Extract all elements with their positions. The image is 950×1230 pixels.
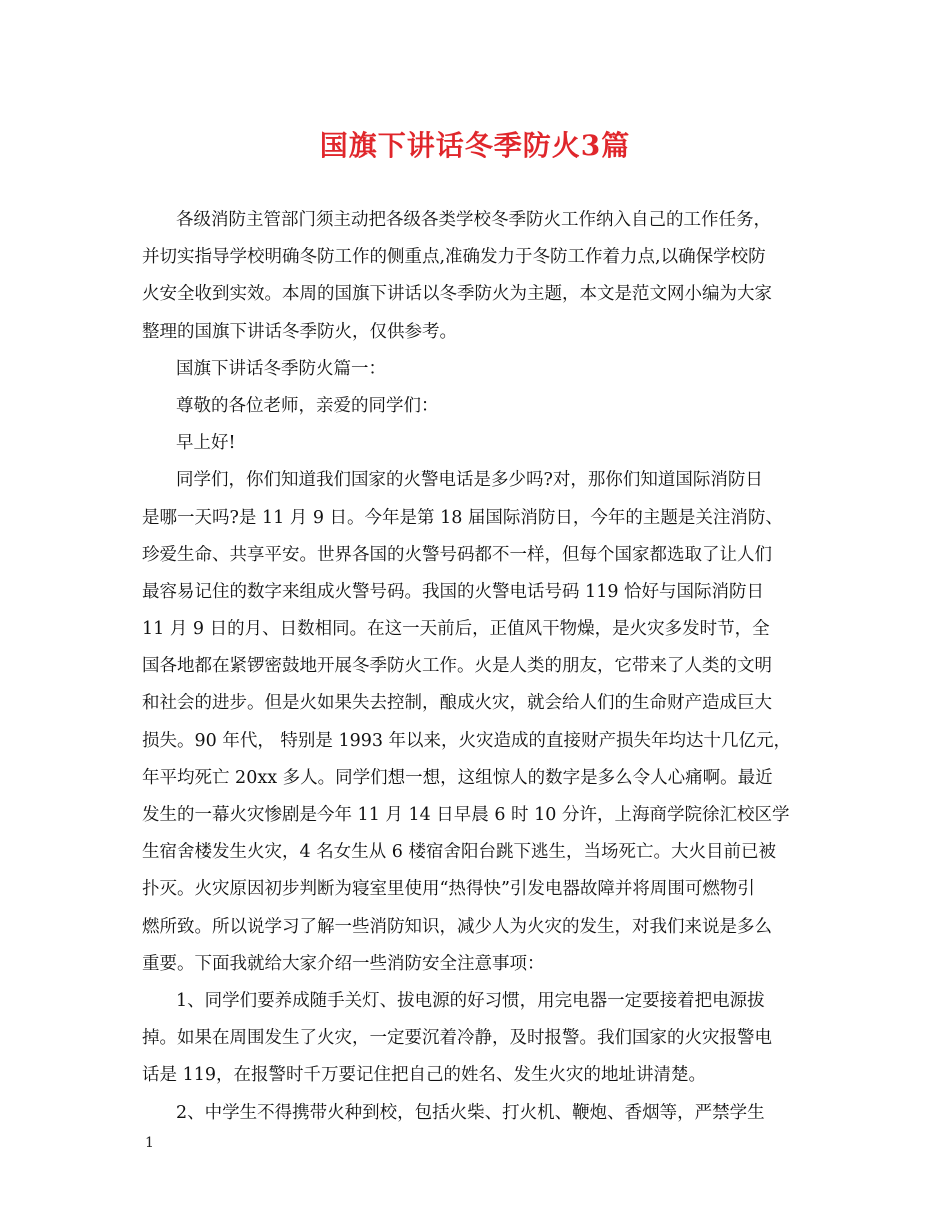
text-line: 发生的一幕火灾惨剧是今年 11 月 14 日早晨 6 时 10 分许，上海商学院徐汇校区学: [142, 805, 790, 825]
text-line: 各级消防主管部门须主动把各级各类学校冬季防火工作纳入自己的工作任务，: [176, 210, 771, 230]
text-line: 话是 119，在报警时千万要记住把自己的姓名、发生火灾的地址讲清楚。: [142, 1065, 706, 1086]
text-line: 同学们，你们知道我们国家的火警电话是多少吗?对，那你们知道国际消防日: [176, 470, 763, 491]
text-line: 早上好!: [176, 433, 236, 454]
text-line: 是哪一天吗?是 11 月 9 日。今年是第 18 届国际消防日，今年的主题是关注消防、: [142, 507, 783, 528]
text-line: 尊敬的各位老师，亲爱的同学们：: [176, 395, 439, 416]
text-line: 1、同学们要养成随手关灯、拔电源的好习惯，用完电器一定要接着把电源拔: [176, 990, 765, 1011]
document-title: 国旗下讲话冬季防火3篇: [319, 129, 631, 162]
text-line: 并切实指导学校明确冬防工作的侧重点,准确发力于冬防工作着力点,以确保学校防: [142, 247, 766, 268]
page-number: 1: [145, 1135, 154, 1151]
text-line: 2、中学生不得携带火种到校，包括火柴、打火机、鞭炮、香烟等，严禁学生: [176, 1102, 765, 1123]
text-line: 最容易记住的数字来组成火警号码。我国的火警电话号码 119 恰好与国际消防日: [142, 581, 765, 602]
text-line: 损失。90 年代， 特别是 1993 年以来，火灾造成的直接财产损失年均达十几亿元，: [142, 730, 792, 751]
text-line: 掉。如果在周围发生了火灾，一定要沉着冷静，及时报警。我们国家的火灾报警电: [142, 1028, 772, 1049]
text-line: 扑灭。火灾原因初步判断为寝室里使用“热得快”引发电器故障并将周围可燃物引: [142, 879, 755, 900]
text-line: 整理的国旗下讲话冬季防火，仅供参考。: [142, 321, 457, 342]
text-line: 火安全收到实效。本周的国旗下讲话以冬季防火为主题，本文是范文网小编为大家: [142, 284, 772, 305]
text-line: 国各地都在紧锣密鼓地开展冬季防火工作。火是人类的朋友，它带来了人类的文明: [142, 656, 772, 677]
text-line: 和社会的进步。但是火如果失去控制，酿成火灾，就会给人们的生命财产造成巨大: [142, 693, 772, 714]
text-line: 燃所致。所以说学习了解一些消防知识，减少人为火灾的发生，对我们来说是多么: [142, 916, 772, 937]
text-line: 重要。下面我就给大家介绍一些消防安全注意事项：: [142, 953, 545, 974]
text-line: 11 月 9 日的月、日数相同。在这一天前后，正值风干物燥，是火灾多发时节，全: [142, 619, 770, 640]
document-body: [142, 202, 812, 1132]
text-line: 珍爱生命、共享平安。世界各国的火警号码都不一样，但每个国家都选取了让人们: [142, 544, 772, 565]
text-line: 国旗下讲话冬季防火篇一：: [176, 358, 386, 379]
text-line: 年平均死亡 20xx 多人。同学们想一想，这组惊人的数字是多么令人心痛啊。最近: [142, 767, 773, 788]
text-line: 生宿舍楼发生火灾，4 名女生从 6 楼宿舍阳台跳下逃生，当场死亡。大火目前已被: [142, 842, 776, 863]
